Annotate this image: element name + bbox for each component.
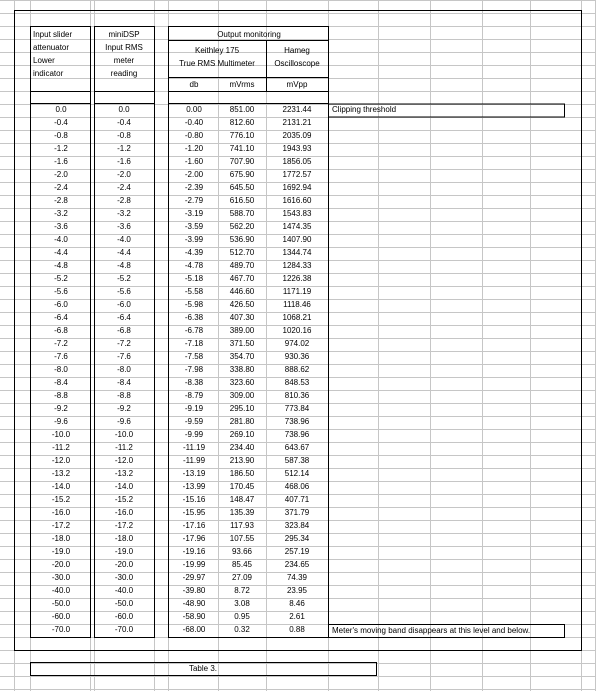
cell-minidsp[interactable]: -14.0 [114,482,134,491]
cell-mvrms[interactable]: 309.00 [229,391,255,400]
cell-minidsp[interactable]: -0.8 [117,131,131,140]
cell-mvpp[interactable]: 643.67 [284,443,310,452]
cell-minidsp[interactable]: -6.8 [117,326,131,335]
cell-db[interactable]: -19.16 [182,547,206,556]
cell-minidsp[interactable]: -2.8 [117,196,131,205]
cell-minidsp[interactable]: -40.0 [114,586,134,595]
header-output-monitoring: Output monitoring [217,30,281,39]
cell-input-slider[interactable]: -8.8 [54,391,68,400]
cell-minidsp[interactable]: -15.2 [114,495,134,504]
cell-input-slider[interactable]: -40.0 [51,586,71,595]
cell-mvpp[interactable]: 468.06 [284,482,310,491]
cell-mvpp[interactable]: 1474.35 [282,222,312,231]
cell-input-slider[interactable]: -6.0 [54,300,68,309]
cell-input-slider[interactable]: -4.8 [54,261,68,270]
cell-mvrms[interactable]: 93.66 [231,547,253,556]
unit-mvpp: mVpp [286,80,308,89]
cell-input-slider[interactable]: -30.0 [51,573,71,582]
cell-minidsp[interactable]: -20.0 [114,560,134,569]
cell-minidsp[interactable]: -7.6 [117,352,131,361]
cell-input-slider[interactable]: -5.2 [54,274,68,283]
cell-db[interactable]: -6.78 [184,326,204,335]
cell-mvrms[interactable]: 407.30 [229,313,255,322]
cell-mvpp[interactable]: 2035.09 [282,131,312,140]
cell-mvrms[interactable]: 812.60 [229,118,255,127]
cell-input-slider[interactable]: -12.0 [51,456,71,465]
cell-mvpp[interactable]: 371.79 [284,508,310,517]
cell-mvrms[interactable]: 3.08 [234,599,250,608]
cell-db[interactable]: -4.39 [184,248,204,257]
cell-input-slider[interactable]: -9.2 [54,404,68,413]
cell-minidsp[interactable]: -2.0 [117,170,131,179]
cell-mvpp[interactable]: 0.88 [289,625,305,634]
cell-mvrms[interactable]: 489.70 [229,261,255,270]
cell-minidsp[interactable]: -9.2 [117,404,131,413]
cell-input-slider[interactable]: -18.0 [51,534,71,543]
cell-minidsp[interactable]: -60.0 [114,612,134,621]
cell-db[interactable]: -58.90 [182,612,206,621]
cell-mvrms[interactable]: 446.60 [229,287,255,296]
cell-mvpp[interactable]: 1543.83 [282,209,312,218]
cell-minidsp[interactable]: -6.4 [117,313,131,322]
cell-db[interactable]: -11.19 [182,443,206,452]
cell-db[interactable]: -15.95 [182,508,206,517]
cell-mvpp[interactable]: 257.19 [284,547,310,556]
cell-mvpp[interactable]: 1020.16 [282,326,312,335]
header-line: indicator [33,69,64,78]
cell-db[interactable]: -3.19 [184,209,204,218]
cell-mvrms[interactable]: 186.50 [229,469,255,478]
cell-input-slider[interactable]: -6.4 [54,313,68,322]
cell-mvpp[interactable]: 1118.46 [283,300,311,309]
cell-mvrms[interactable]: 616.50 [229,196,255,205]
note-meter-band: Meter's moving band disappears at this level and below. [332,626,531,635]
cell-mvpp[interactable]: 738.96 [284,430,310,439]
cell-input-slider[interactable]: -19.0 [51,547,71,556]
cell-db[interactable]: -2.00 [184,170,204,179]
cell-mvpp[interactable]: 1772.57 [282,170,312,179]
cell-db[interactable]: 0.00 [186,105,202,114]
cell-db[interactable]: -6.38 [184,313,204,322]
cell-minidsp[interactable]: -7.2 [117,339,131,348]
cell-minidsp[interactable]: -5.6 [117,287,131,296]
cell-db[interactable]: -1.60 [184,157,204,166]
cell-mvpp[interactable]: 1284.33 [282,261,312,270]
cell-mvpp[interactable]: 1616.60 [282,196,312,205]
cell-mvpp[interactable]: 295.34 [284,534,310,543]
header-hameg [266,44,328,70]
cell-db[interactable]: -1.20 [184,144,204,153]
cell-db[interactable]: -29.97 [182,573,206,582]
cell-mvrms[interactable]: 776.10 [229,131,255,140]
cell-input-slider[interactable]: -60.0 [51,612,71,621]
cell-input-slider[interactable]: -7.2 [54,339,68,348]
cell-db[interactable]: -0.80 [184,131,204,140]
cell-mvrms[interactable]: 107.55 [229,534,255,543]
cell-mvrms[interactable]: 295.10 [229,404,255,413]
cell-db[interactable]: -15.16 [182,495,206,504]
header-line: Oscilloscope [274,59,320,68]
cell-mvpp[interactable]: 2231.44 [282,105,312,114]
cell-mvrms[interactable]: 536.90 [229,235,255,244]
cell-minidsp[interactable]: -3.6 [117,222,131,231]
cell-input-slider[interactable]: -1.2 [54,144,68,153]
cell-mvrms[interactable]: 707.90 [229,157,255,166]
cell-mvrms[interactable]: 27.09 [231,573,253,582]
cell-mvrms[interactable]: 371.50 [229,339,255,348]
cell-minidsp[interactable]: -8.0 [117,365,131,374]
cell-mvrms[interactable]: 323.60 [229,378,255,387]
unit-mvrms: mVrms [229,80,255,89]
cell-minidsp[interactable]: -0.4 [117,118,131,127]
cell-mvpp[interactable]: 234.65 [284,560,310,569]
cell-mvpp[interactable]: 1692.94 [282,183,312,192]
cell-minidsp[interactable]: -11.2 [115,443,133,452]
cell-input-slider[interactable]: -10.0 [51,430,71,439]
cell-db[interactable]: -3.59 [184,222,204,231]
cell-mvpp[interactable]: 930.36 [284,352,310,361]
cell-db[interactable]: -5.18 [184,274,204,283]
cell-minidsp[interactable]: -2.4 [117,183,131,192]
cell-mvrms[interactable]: 117.93 [230,521,254,530]
cell-db[interactable]: -5.58 [184,287,204,296]
cell-minidsp[interactable]: -1.6 [117,157,131,166]
cell-minidsp[interactable]: -6.0 [117,300,131,309]
cell-mvpp[interactable]: 1068.21 [282,313,312,322]
cell-mvrms[interactable]: 645.50 [229,183,255,192]
cell-mvrms[interactable]: 0.32 [234,625,250,634]
cell-mvrms[interactable]: 135.39 [229,508,255,517]
cell-db[interactable]: -39.80 [182,586,206,595]
cell-minidsp[interactable]: -4.8 [117,261,131,270]
cell-minidsp[interactable]: -4.4 [117,248,131,257]
cell-input-slider[interactable]: -20.0 [51,560,71,569]
cell-mvrms[interactable]: 354.70 [229,352,255,361]
cell-input-slider[interactable]: -4.4 [54,248,68,257]
cell-input-slider[interactable]: -8.4 [54,378,68,387]
note-clipping-threshold: Clipping threshold [332,105,397,114]
cell-db[interactable]: -7.18 [184,339,204,348]
cell-input-slider[interactable]: -13.2 [51,469,71,478]
cell-mvpp[interactable]: 407.71 [284,495,310,504]
cell-mvrms[interactable]: 562.20 [229,222,255,231]
cell-mvrms[interactable]: 426.50 [229,300,255,309]
cell-db[interactable]: -19.99 [182,560,206,569]
header-line: Keithley 175 [194,46,240,55]
cell-input-slider[interactable]: -2.8 [54,196,68,205]
cell-mvpp[interactable]: 1344.74 [282,248,312,257]
cell-input-slider[interactable]: -15.2 [51,495,71,504]
cell-mvrms[interactable]: 269.10 [229,430,255,439]
cell-input-slider[interactable]: -6.8 [54,326,68,335]
cell-mvpp[interactable]: 773.84 [284,404,310,413]
cell-input-slider[interactable]: -0.4 [54,118,68,127]
cell-minidsp[interactable]: -8.4 [117,378,131,387]
cell-mvrms[interactable]: 170.45 [229,482,255,491]
cell-input-slider[interactable]: -2.4 [54,183,68,192]
cell-mvpp[interactable]: 888.62 [284,365,310,374]
cell-mvpp[interactable]: 1407.90 [282,235,312,244]
cell-input-slider[interactable]: -5.6 [54,287,68,296]
cell-input-slider[interactable]: -3.6 [54,222,68,231]
cell-db[interactable]: -17.96 [182,534,206,543]
cell-mvpp[interactable]: 23.95 [286,586,308,595]
cell-db[interactable]: -9.19 [184,404,204,413]
cell-db[interactable]: -9.99 [184,430,204,439]
cell-input-slider[interactable]: -3.2 [54,209,68,218]
cell-input-slider[interactable]: -14.0 [51,482,71,491]
cell-minidsp[interactable]: -17.2 [114,521,134,530]
cell-input-slider[interactable]: -7.6 [54,352,68,361]
cell-db[interactable]: -48.90 [182,599,206,608]
cell-db[interactable]: -0.40 [184,118,204,127]
cell-input-slider[interactable]: -2.0 [54,170,68,179]
cell-mvrms[interactable]: 741.10 [229,144,255,153]
cell-db[interactable]: -11.99 [182,456,206,465]
header-line: True RMS Multimeter [179,59,255,68]
cell-db[interactable]: -3.99 [184,235,204,244]
cell-input-slider[interactable]: -9.6 [54,417,68,426]
cell-db[interactable]: -8.79 [184,391,204,400]
cell-minidsp[interactable]: -4.0 [117,235,131,244]
cell-mvrms[interactable]: 675.90 [229,170,255,179]
cell-mvrms[interactable]: 85.45 [231,560,253,569]
cell-input-slider[interactable]: -50.0 [51,599,71,608]
cell-db[interactable]: -2.79 [184,196,204,205]
header-line: Lower [33,56,55,65]
header-line: attenuator [33,43,70,52]
header-line: reading [110,69,138,78]
cell-minidsp[interactable]: -3.2 [117,209,131,218]
cell-mvrms[interactable]: 281.80 [229,417,255,426]
header-line: meter [113,56,135,65]
cell-input-slider[interactable]: -4.0 [54,235,68,244]
cell-mvrms[interactable]: 234.40 [229,443,255,452]
header-line: miniDSP [108,30,140,39]
cell-mvpp[interactable]: 587.38 [284,456,310,465]
unit-db: db [189,80,199,89]
cell-mvrms[interactable]: 148.47 [229,495,255,504]
cell-mvpp[interactable]: 74.39 [286,573,308,582]
cell-mvpp[interactable]: 1226.38 [282,274,312,283]
cell-input-slider[interactable]: -0.8 [54,131,68,140]
cell-mvpp[interactable]: 2.61 [289,612,305,621]
cell-input-slider[interactable]: -8.0 [54,365,68,374]
cell-minidsp[interactable]: 0.0 [118,105,130,114]
cell-minidsp[interactable]: -30.0 [114,573,134,582]
cell-mvpp[interactable]: 1943.93 [282,144,312,153]
cell-input-slider[interactable]: -16.0 [51,508,71,517]
cell-minidsp[interactable]: -10.0 [114,430,134,439]
cell-input-slider[interactable]: -17.2 [51,521,71,530]
table-caption: Table 3. [188,664,218,673]
cell-minidsp[interactable]: -19.0 [114,547,134,556]
header-input-slider [33,28,89,80]
cell-input-slider[interactable]: -1.6 [54,157,68,166]
cell-mvrms[interactable]: 0.95 [234,612,250,621]
cell-db[interactable]: -9.59 [184,417,204,426]
cell-mvpp[interactable]: 1856.05 [282,157,312,166]
cell-mvrms[interactable]: 588.70 [229,209,255,218]
cell-minidsp[interactable]: -1.2 [117,144,131,153]
cell-minidsp[interactable]: -50.0 [114,599,134,608]
cell-db[interactable]: -13.19 [182,469,206,478]
header-line: Hameg [284,46,310,55]
header-minidsp [94,28,154,80]
cell-mvpp[interactable]: 1171.19 [282,287,312,296]
cell-mvrms[interactable]: 467.70 [229,274,255,283]
cell-db[interactable]: -4.78 [184,261,204,270]
cell-mvpp[interactable]: 8.46 [289,599,305,608]
cell-input-slider[interactable]: 0.0 [55,105,67,114]
header-line: Input RMS [105,43,143,52]
cell-mvrms[interactable]: 338.80 [229,365,255,374]
cell-db[interactable]: -17.16 [182,521,206,530]
cell-input-slider[interactable]: -11.2 [52,443,70,452]
cell-mvpp[interactable]: 974.02 [284,339,310,348]
cell-mvpp[interactable]: 323.84 [284,521,310,530]
cell-mvrms[interactable]: 389.00 [229,326,255,335]
cell-db[interactable]: -13.99 [182,482,206,491]
cell-db[interactable]: -5.98 [184,300,204,309]
cell-minidsp[interactable]: -16.0 [114,508,134,517]
cell-minidsp[interactable]: -18.0 [114,534,134,543]
cell-db[interactable]: -7.98 [184,365,204,374]
cell-minidsp[interactable]: -12.0 [114,456,134,465]
cell-input-slider[interactable]: -70.0 [51,625,71,634]
cell-mvpp[interactable]: 512.14 [284,469,310,478]
cell-minidsp[interactable]: -5.2 [117,274,131,283]
cell-mvpp[interactable]: 738.96 [284,417,310,426]
cell-db[interactable]: -8.38 [184,378,204,387]
cell-mvrms[interactable]: 512.70 [229,248,255,257]
header-keithley [168,44,266,70]
cell-mvpp[interactable]: 810.36 [284,391,310,400]
cell-db[interactable]: -68.00 [182,625,206,634]
cell-db[interactable]: -7.58 [184,352,204,361]
cell-minidsp[interactable]: -13.2 [114,469,134,478]
cell-db[interactable]: -2.39 [184,183,204,192]
header-line: Input slider [33,30,73,39]
cell-mvpp[interactable]: 848.53 [284,378,310,387]
cell-minidsp[interactable]: -8.8 [117,391,131,400]
cell-mvrms[interactable]: 8.72 [234,586,250,595]
cell-mvrms[interactable]: 851.00 [229,105,255,114]
cell-mvpp[interactable]: 2131.21 [282,118,312,127]
cell-minidsp[interactable]: -70.0 [114,625,134,634]
cell-minidsp[interactable]: -9.6 [117,417,131,426]
cell-mvrms[interactable]: 213.90 [229,456,255,465]
